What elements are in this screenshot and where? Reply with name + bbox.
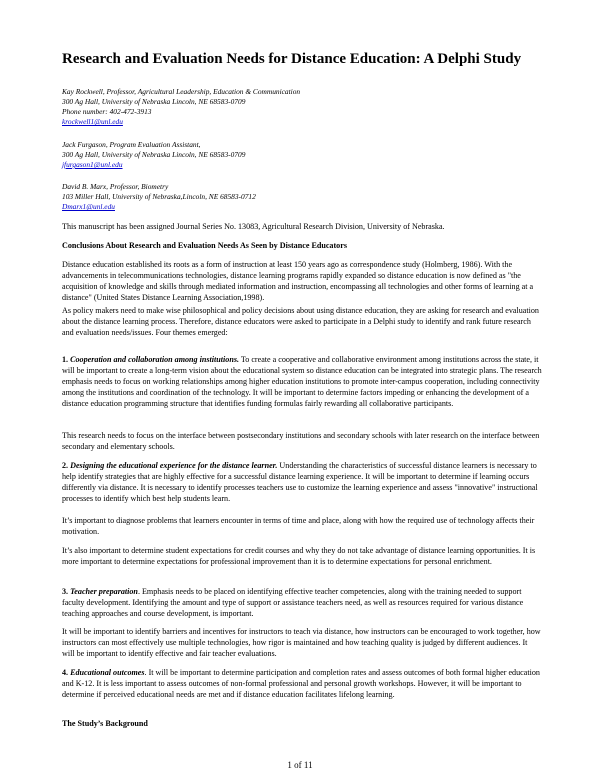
theme-title: Teacher preparation — [70, 587, 138, 596]
author-line: 103 Miller Hall, University of Nebraska,Lincoln, NE 68583-0712 — [62, 192, 256, 201]
paragraph: As policy makers need to make wise philosophical and policy decisions about using distance education, they are asking for research and evaluation about the distance learning process. Therefore, distance educators were asked to participate in a Delphi study to identify and rank future research and evaluation needs/issues. Four themes emerged: — [62, 306, 539, 337]
paragraph: It’s important to diagnose problems that learners encounter in terms of time and place, along with how the required use of technology affects their motivation. — [62, 516, 535, 536]
theme-text: . It will be important to determine participation and completion rates and assess outcomes of both formal higher education and K-12. It is less important to assess outcomes of non-formal professional and personal growth workshops. However, it will be important to determine if perceived educational needs are met and if distance education facilitates lifelong learning. — [62, 668, 540, 699]
theme-title: Designing the educational experience for the distance learner. — [70, 461, 278, 470]
theme-title: Cooperation and collaboration among institutions. — [70, 355, 239, 364]
paragraph: This research needs to focus on the interface between postsecondary institutions and secondary schools with later research on the interface between secondary and elementary schools. — [62, 431, 540, 451]
theme-text: Understanding the characteristics of successful distance learners is necessary to help identify strategies that are highly effective for a successful distance learning experience. It will be important to determine if learning occurs differently via distance. It is necessary to identify processes teachers use to customize the learning experience and assess "innovative" instructional processes to identify which best help students learn. — [62, 461, 538, 503]
author-email-link[interactable]: Dmarx1@unl.edu — [62, 202, 115, 211]
manuscript-note: This manuscript has been assigned Journal Series No. 13083, Agricultural Research Division, University of Nebraska. — [62, 222, 445, 231]
theme-number: 3. — [62, 587, 69, 596]
page-number: 1 of 11 — [287, 760, 313, 770]
author-block-3 — [62, 182, 256, 212]
author-line: 300 Ag Hall, University of Nebraska Lincoln, NE 68583-0709 — [62, 97, 246, 106]
paragraph: It will be important to identify barriers and incentives for instructors to teach via distance, how instructors can be encouraged to work together, how instructors can most effectively use multiple technologies, how rigor is maintained and how teaching quality is judged by different audiences. It will be important to identify effective and fair teacher evaluations. — [62, 627, 541, 658]
theme-number: 4. — [62, 668, 69, 677]
theme-paragraph — [62, 587, 542, 620]
section-heading: The Study’s Background — [62, 719, 148, 728]
theme-number: 2. — [62, 461, 69, 470]
author-block-2 — [62, 140, 245, 170]
theme-title: Educational outcomes — [70, 668, 145, 677]
author-block-1 — [62, 87, 300, 127]
theme-text: To create a cooperative and collaborative environment among institutions across the state, it will be important to create a long-term vision about the educational system so distance education can be integrated into strategic plans. The research emphasis needs to focus on working relationships among higher education institutions to promote inter-campus cooperation, including connectivity among the institutions and coordination of the technology. It will be important to determine factors impeding or enhancing the development of a distance education programming structure that identifies funding formulas fairly rewarding all collaborative participants. — [62, 355, 542, 408]
author-email-link[interactable]: krockwell1@unl.edu — [62, 117, 123, 126]
theme-text: . Emphasis needs to be placed on identifying effective teacher competencies, along with the training needed to support faculty development. Identifying the amount and type of support or assistance teachers need, as well as resources required for various distance teaching approaches and course development, is important. — [62, 587, 524, 618]
author-email-link[interactable]: jfurgason1@unl.edu — [62, 160, 123, 169]
author-line: 300 Ag Hall, University of Nebraska Lincoln, NE 68583-0709 — [62, 150, 246, 159]
theme-number: 1. — [62, 355, 69, 364]
author-line: David B. Marx, Professor, Biometry — [62, 182, 169, 191]
paragraph: Distance education established its roots as a form of instruction at least 150 years ago as correspondence study (Holmberg, 1986). With the advancements in telecommunications technologies, distance learning programs rapidly expanded so distance education is now defined as "the acquisition of knowledge and skills through mediated information and instruction, encompassing all technologies and other forms of learning at a distance" (United States Distance Learning Association,1998). — [62, 260, 534, 302]
author-line: Kay Rockwell, Professor, Agricultural Leadership, Education & Communication — [62, 87, 301, 96]
author-line: Jack Furgason, Program Evaluation Assistant, — [62, 140, 201, 149]
paragraph: It’s also important to determine student expectations for credit courses and why they do not take advantage of distance learning opportunities. It is more important to determine expectations for professional improvement than it is to determine expectations for personal enrichment. — [62, 546, 536, 566]
page-title: Research and Evaluation Needs for Distance Education: A Delphi Study — [62, 51, 522, 67]
author-line: Phone number: 402-472-3913 — [62, 107, 152, 116]
theme-paragraph — [62, 461, 542, 505]
section-heading: Conclusions About Research and Evaluation Needs As Seen by Distance Educators — [62, 241, 347, 250]
theme-paragraph — [62, 668, 542, 701]
theme-paragraph — [62, 355, 542, 410]
